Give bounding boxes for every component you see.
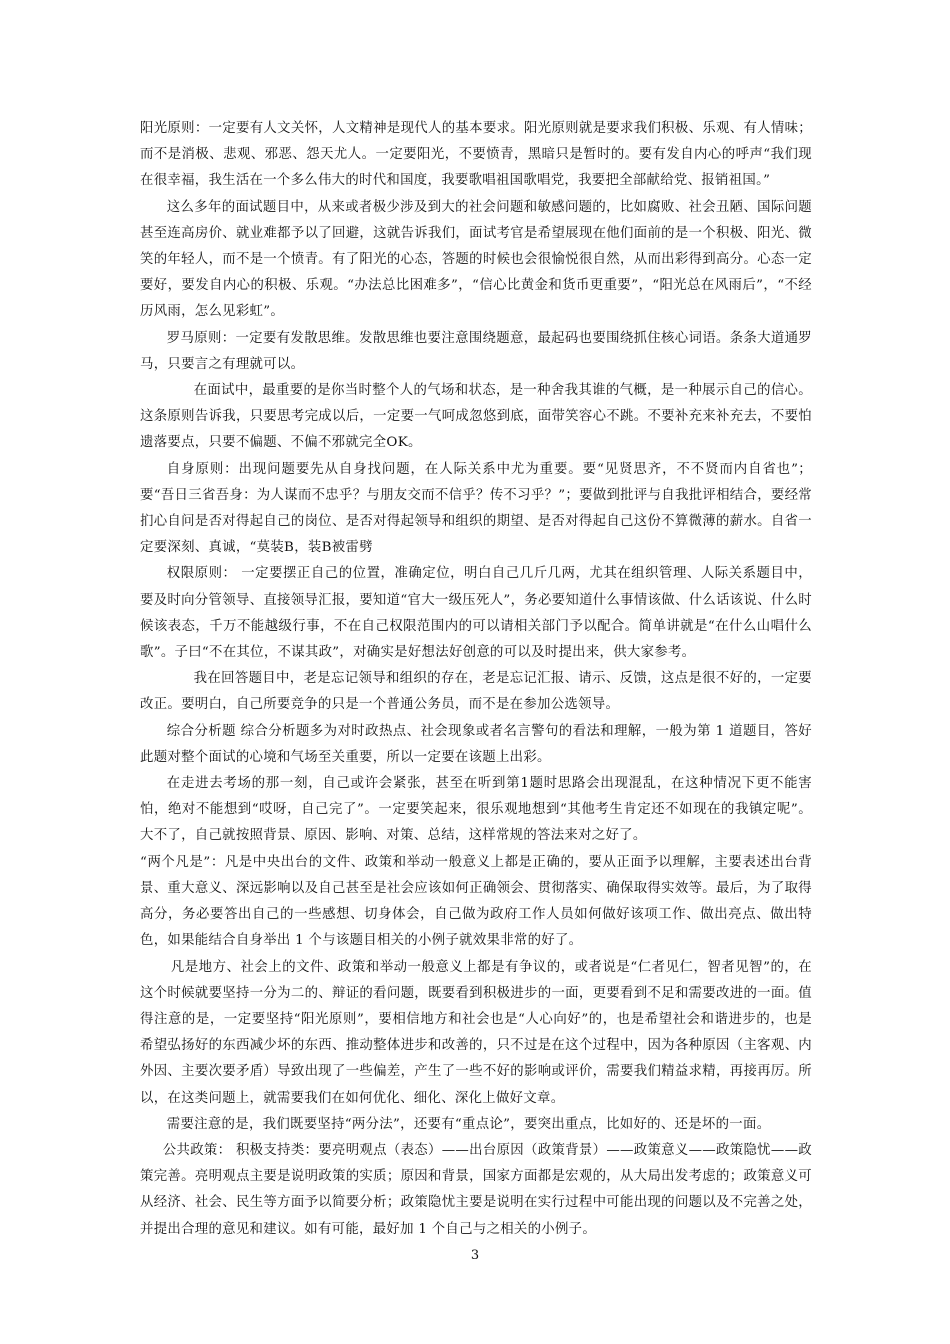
- paragraph-local-policies: 凡是地方、社会上的文件、政策和举动一般意义上都是有争议的，或者说是“仁者见仁，智者见智”的，在这个时候就要坚持一分为二的、辩证的看问题，既要看到积极进步的一面，更要看到不足和需要改进的一面。值得注意的是，一定要坚持“阳光原则”，要相信地方和社会也是“人心向好”的，也是希望社会和谐进步的，也是希望弘扬好的东西减少坏的东西、推动整体进步和改善的，只不过是在这个过程中，因为各种原因（主客观、内外因、主要次要矛盾）导致出现了一些偏差，产生了一些不好的影响或评价，需要我们精益求精，再接再厉。所以，在这类问题上，就需要我们在如何优化、细化、深化上做好文章。: [140, 959, 812, 1106]
- page-number: 3: [470, 1248, 480, 1263]
- paragraph-two-point-theory: 需要注意的是，我们既要坚持“两分法”，还要有“重点论”，要突出重点，比如好的、还是坏的一面。: [166, 1116, 771, 1132]
- body-text: [140, 116, 812, 1243]
- paragraph-exam-nerves: 在走进去考场的那一刻，自己或许会紧张，甚至在听到第1题时思路会出现混乱，在这种情况下更不能害怕，绝对不能想到“哎呀，自己完了”。一定要笑起来，很乐观地想到“其他考生肯定还不如现在的我镇定呢”。大不了，自己就按照背景、原因、影响、对策、总结，这样常规的答法来对之好了。: [140, 776, 812, 844]
- paragraph-public-policy: 公共政策： 积极支持类：要亮明观点（表态）——出台原因（政策背景）——政策意义——政策隐忧——政策完善。亮明观点主要是说明政策的实质；原因和背景，国家方面都是宏观的，从大局出发考虑的；政策意义可从经济、社会、民生等方面予以简要分析；政策隐忧主要是说明在实行过程中可能出现的问题以及不完善之处，并提出合理的意见和建议。如有可能，最好加 1 个自己与之相关的小例子。: [140, 1142, 812, 1237]
- paragraph-two-whatevers: “两个凡是”：凡是中央出台的文件、政策和举动一般意义上都是正确的，要从正面予以理解，主要表述出台背景、重大意义、深远影响以及自己甚至是社会应该如何正确领会、贯彻落实、确保取得实效等。最后，为了取得高分，务必要答出自己的一些感想、切身体会，自己做为政府工作人员如何做好该项工作、做出亮点、做出特色，如果能结合自身举出 1 个与该题目相关的小例子就效果非常的好了。: [140, 854, 812, 949]
- paragraph-aura-confidence: 在面试中，最重要的是你当时整个人的气场和状态，是一种舍我其谁的气概，是一种展示自己的信心。这条原则告诉我，只要思考完成以后，一定要一气呵成忽悠到底，面带笑容心不跳。不要补充来补充去，不要怕遗落要点，只要不偏题、不偏不邪就完全OK。: [140, 383, 812, 451]
- paragraph-sunshine-principle: 阳光原则：一定要有人文关怀，人文精神是现代人的基本要求。阳光原则就是要求我们积极、乐观、有人情味；而不是消极、悲观、邪恶、怨天尤人。一定要阳光，不要愤青，黑暗只是暂时的。要有发自内心的呼声“我们现在很幸福，我生活在一个多么伟大的时代和国度，我要歌唱祖国歌唱党，我要把全部献给党、报销祖国。”: [140, 121, 812, 189]
- paragraph-rome-principle: 罗马原则：一定要有发散思维。发散思维也要注意围绕题意，最起码也要围绕抓住核心词语。条条大道通罗马，只要言之有理就可以。: [140, 330, 812, 372]
- paragraph-authority-principle: 权限原则： 一定要摆正自己的位置，准确定位，明白自己几斤几两，尤其在组织管理、人际关系题目中，要及时向分管领导、直接领导汇报，要知道“官大一级压死人”，务必要知道什么事情该做、什么话该说、什么时候该表态，千万不能越级行事，不在自己权限范围内的可以请相关部门予以配合。简单讲就是“在什么山唱什么歌”。子曰“不在其位，不谋其政”，对确实是好想法好创意的可以及时提出来，供大家参考。: [140, 566, 812, 661]
- paragraph-reporting-reminder: 我在回答题目中，老是忘记领导和组织的存在，老是忘记汇报、请示、反馈，这点是很不好的，一定要改正。要明白，自己所要竞争的只是一个普通公务员，而不是在参加公选领导。: [140, 671, 812, 713]
- paragraph-interview-topics: 这么多年的面试题目中，从来或者极少涉及到大的社会问题和敏感问题的，比如腐败、社会丑陋、国际问题甚至连高房价、就业难都予以了回避，这就告诉我们，面试考官是希望展现在他们面前的是一个积极、阳光、微笑的年轻人，而不是一个愤青。有了阳光的心态，答题的时候也会很愉悦很自然，从而出彩得到高分。心态一定要好，要发自内心的积极、乐观。“办法总比困难多”，“信心比黄金和货币更重要”，“阳光总在风雨后”，“不经历风雨，怎么见彩虹”。: [140, 199, 812, 320]
- paragraph-self-principle: 自身原则：出现问题要先从自身找问题，在人际关系中尤为重要。要“见贤思齐，不不贤而内自省也”；要“吾日三省吾身：为人谋而不忠乎？与朋友交而不信乎？传不习乎？”；要做到批评与自我批评相结合，要经常扪心自问是否对得起自己的岗位、是否对得起领导和组织的期望、是否对得起自己这份不算微薄的薪水。自省一定要深刻、真诚，“莫装B，装B被雷劈: [140, 461, 812, 556]
- paragraph-comprehensive-analysis: 综合分析题 综合分析题多为对时政热点、社会现象或者名言警句的看法和理解，一般为第 1 道题目，答好此题对整个面试的心境和气场至关重要，所以一定要在该题上出彩。: [140, 723, 812, 765]
